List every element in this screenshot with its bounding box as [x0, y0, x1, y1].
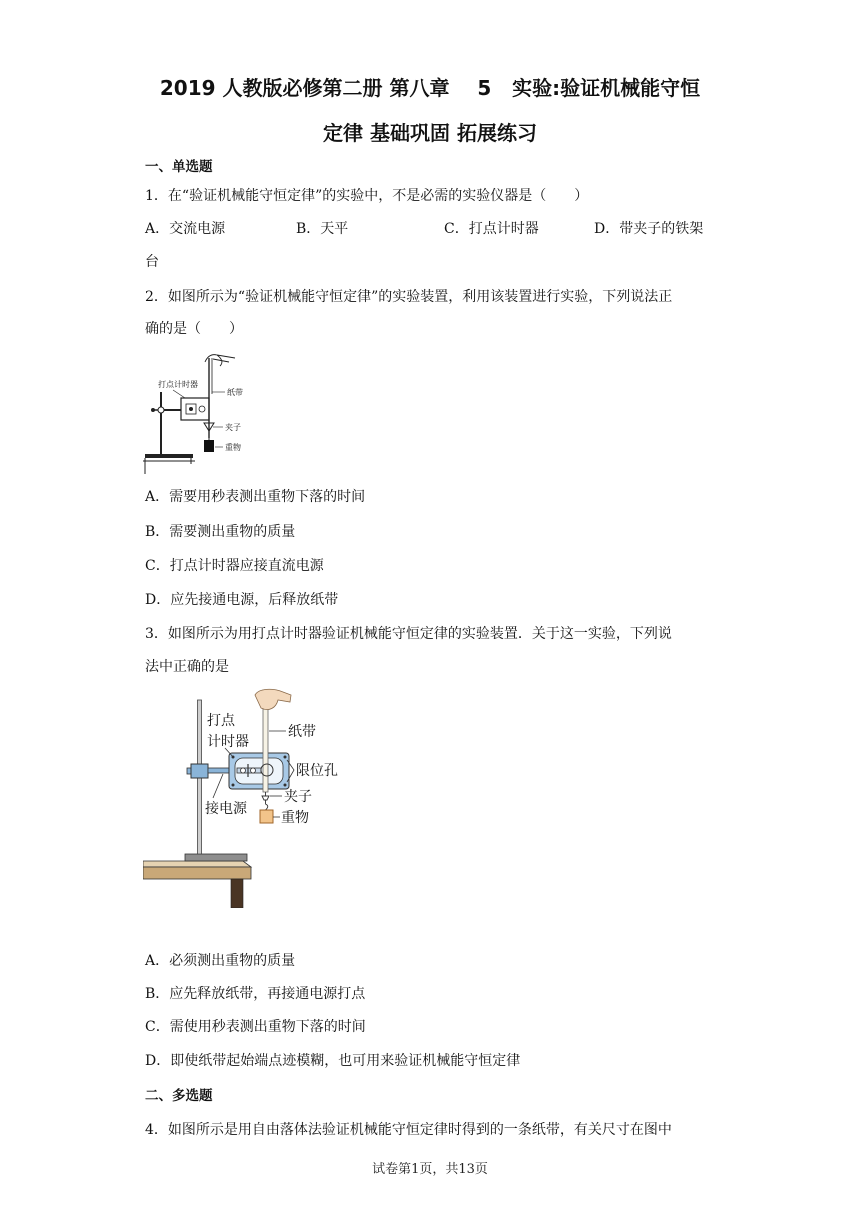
q3-apparatus-svg — [143, 686, 353, 908]
q3-hand — [255, 689, 291, 709]
q2-weight — [204, 440, 214, 452]
q2-clamp — [151, 407, 181, 413]
q2-timer-box — [181, 398, 209, 420]
q3-label-weight: 重物 — [281, 810, 309, 826]
q3-option-a: A．必须测出重物的质量 — [145, 953, 296, 969]
q3-label-clip: 夹子 — [284, 789, 312, 805]
q3-base-plate — [185, 854, 247, 861]
q3-label-tape: 纸带 — [288, 724, 316, 740]
q3-label-limit-hole: 限位孔 — [296, 763, 338, 779]
q2-label-timer: 打点计时器 — [158, 380, 198, 389]
q3-clip — [262, 792, 269, 810]
q1-option-a: A．交流电源 — [145, 221, 226, 237]
q1-option-c: C．打点计时器 — [444, 221, 539, 237]
q2-label-clip: 夹子 — [225, 423, 241, 432]
q1-option-b: B．天平 — [296, 221, 349, 237]
q3-clamp — [187, 764, 231, 778]
q3-table — [143, 861, 251, 908]
q3-label-timer-line-2: 计时器 — [207, 734, 249, 750]
q2-apparatus-svg — [143, 352, 251, 474]
q2-option-d: D．应先接通电源，后释放纸带 — [145, 592, 339, 608]
q1-stem: 1．在“验证机械能守恒定律”的实验中，不是必需的实验仪器是（ ） — [145, 188, 589, 204]
page-footer: 试卷第1页，共13页 — [372, 1162, 488, 1177]
q2-stem-line-2: 确的是（ ） — [145, 321, 243, 337]
q2-apparatus-figure — [143, 352, 251, 474]
q3-stem-line-1: 3．如图所示为用打点计时器验证机械能守恒定律的实验装置．关于这一实验，下列说 — [145, 626, 672, 642]
q2-option-b: B．需要测出重物的质量 — [145, 524, 296, 540]
q3-weight — [260, 810, 273, 823]
q2-option-c: C．打点计时器应接直流电源 — [145, 558, 324, 574]
q1-option-d-wrap: 台 — [145, 254, 159, 270]
q3-label-power: 接电源 — [205, 801, 247, 817]
q3-timer-box — [229, 753, 289, 789]
q3-apparatus-figure — [143, 686, 353, 908]
q2-label-weight: 重物 — [225, 443, 241, 452]
q3-option-b: B．应先释放纸带，再接通电源打点 — [145, 986, 366, 1002]
q3-option-c: C．需使用秒表测出重物下落的时间 — [145, 1019, 366, 1035]
q2-table — [143, 454, 195, 474]
section-heading-single-choice: 一、单选题 — [145, 159, 213, 175]
page-title-line-2: 定律 基础巩固 拓展练习 — [323, 121, 537, 145]
q1-option-d: D．带夹子的铁架 — [594, 221, 704, 237]
q4-stem-line-1: 4．如图所示是用自由落体法验证机械能守恒定律时得到的一条纸带，有关尺寸在图中 — [145, 1122, 672, 1138]
q2-option-a: A．需要用秒表测出重物下落的时间 — [145, 489, 366, 505]
q2-stem-line-1: 2．如图所示为“验证机械能守恒定律”的实验装置，利用该装置进行实验，下列说法正 — [145, 289, 673, 305]
q3-option-d: D．即使纸带起始端点迹模糊，也可用来验证机械能守恒定律 — [145, 1053, 521, 1069]
q3-label-timer-line-1: 打点 — [207, 713, 235, 729]
page-title-line-1: 2019 人教版必修第二册 第八章 5 实验:验证机械能守恒 — [159, 76, 701, 100]
q2-label-tape: 纸带 — [227, 388, 243, 397]
section-heading-multiple-choice: 二、多选题 — [145, 1088, 213, 1104]
q3-stem-line-2: 法中正确的是 — [145, 659, 229, 675]
